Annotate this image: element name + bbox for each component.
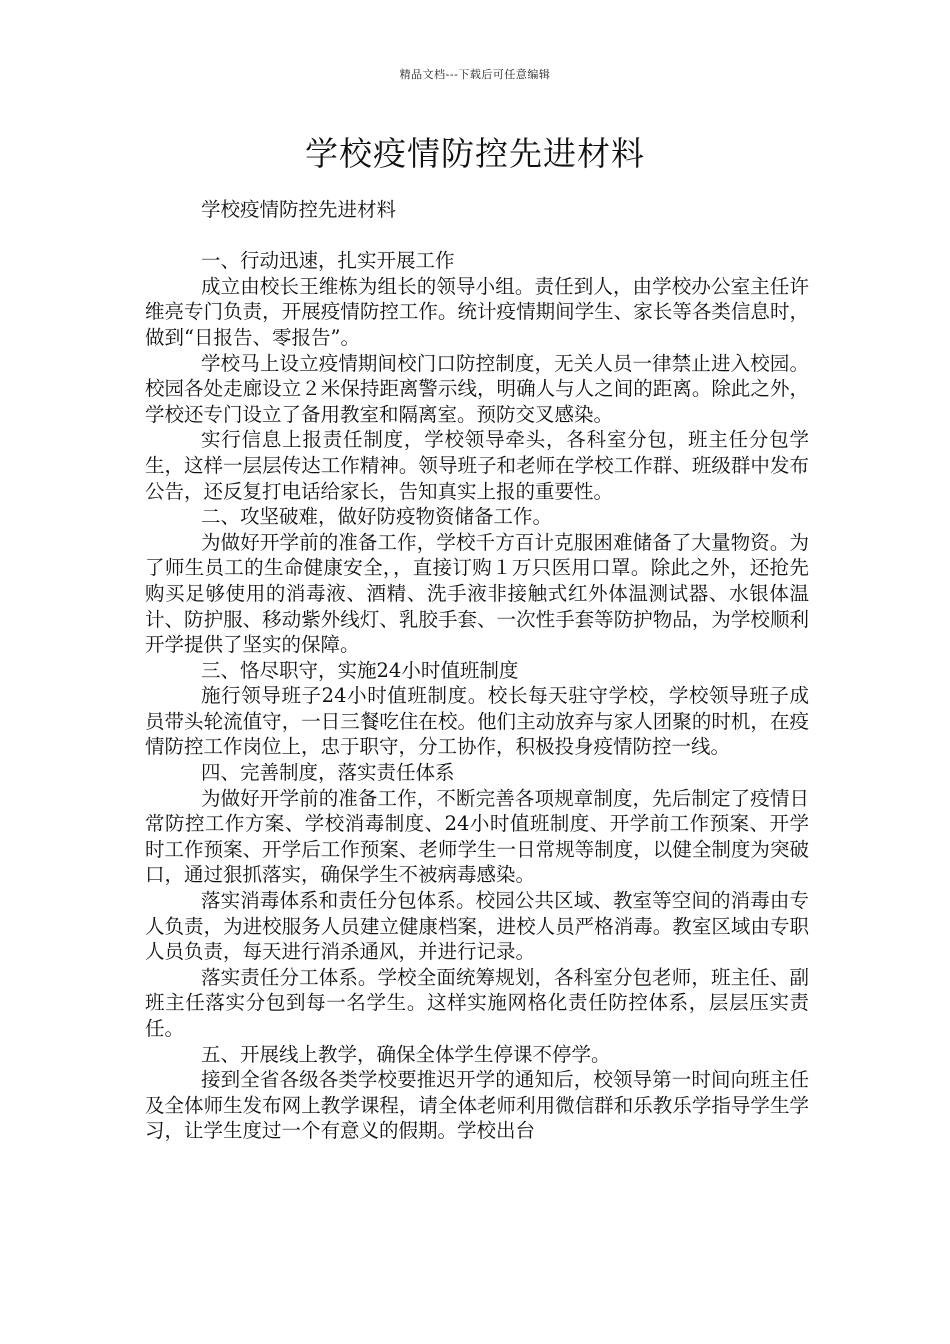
paragraph: 落实责任分工体系。学校全面统筹规划，各科室分包老师，班主任、副班主任落实分包到每一名学生。这样实施网格化责任防控体系，层层压实责任。 [145,965,809,1040]
section-heading: 三、恪尽职守，实施24小时值班制度 [201,658,519,682]
paragraph: 学校马上设立疫情期间校门口防控制度，无关人员一律禁止进入校园。校园各处走廊设立２米保持距离警示线，明确人与人之间的距离。除此之外，学校还专门设立了备用教室和隔离室。预防交叉感染。 [145,351,809,426]
paragraph: 成立由校长王维栋为组长的领导小组。责任到人，由学校办公室主任许维亮专门负责，开展疫情防控工作。统计疫情期间学生、家长等各类信息时，做到“日报告、零报告”。 [145,274,809,349]
paragraph: 为做好开学前的准备工作，学校千方百计克服困难储备了大量物资。为了师生员工的生命健康安全，，直接订购１万只医用口罩。除此之外，还抢先购买足够使用的消毒液、酒精、洗手液非接触式红外体温测试器、水银体温计、防护服、移动紫外线灯、乳胶手套、一次性手套等防护物品，为学校顺利开学提供了坚实的保障。 [145,530,809,657]
section-heading: 五、开展线上教学，确保全体学生停课不停学。 [201,1042,611,1066]
paragraph: 接到全省各级各类学校要推迟开学的通知后，校领导第一时间向班主任及全体师生发布网上教学课程，请全体老师利用微信群和乐教乐学指导学生学习，让学生度过一个有意义的假期。学校出台 [145,1068,809,1143]
document-subtitle: 学校疫情防控先进材料 [201,198,397,221]
paragraph: 施行领导班子24小时值班制度。校长每天驻守学校，学校领导班子成员带头轮流值守，一日三餐吃住在校。他们主动放弃与家人团聚的时机，在疫情防控工作岗位上，忠于职守，分工协作，积极投身疫情防控一线。 [145,684,809,759]
header-note: 精品文档---下载后可任意编辑 [399,68,551,81]
paragraph: 落实消毒体系和责任分包体系。校园公共区域、教室等空间的消毒由专人负责，为进校服务人员建立健康档案，进校人员严格消毒。教室区域由专职人员负责，每天进行消杀通风，并进行记录。 [145,889,809,964]
section-heading: 一、行动迅速，扎实开展工作 [201,249,455,273]
paragraph: 为做好开学前的准备工作，不断完善各项规章制度，先后制定了疫情日常防控工作方案、学校消毒制度、24小时值班制度、开学前工作预案、开学时工作预案、开学后工作预案、老师学生一日常规等制度，以健全制度为突破口，通过狠抓落实，确保学生不被病毒感染。 [145,786,809,887]
paragraph: 实行信息上报责任制度，学校领导牵头，各科室分包，班主任分包学生，这样一层层传达工作精神。领导班子和老师在学校工作群、班级群中发布公告，还反复打电话给家长，告知真实上报的重要性。 [145,428,809,503]
section-heading: 四、完善制度，落实责任体系 [201,761,455,785]
section-heading: 二、攻坚破难，做好防疫物资储备工作。 [201,505,553,529]
document-body [145,197,809,1144]
document-title: 学校疫情防控先进材料 [305,134,645,173]
